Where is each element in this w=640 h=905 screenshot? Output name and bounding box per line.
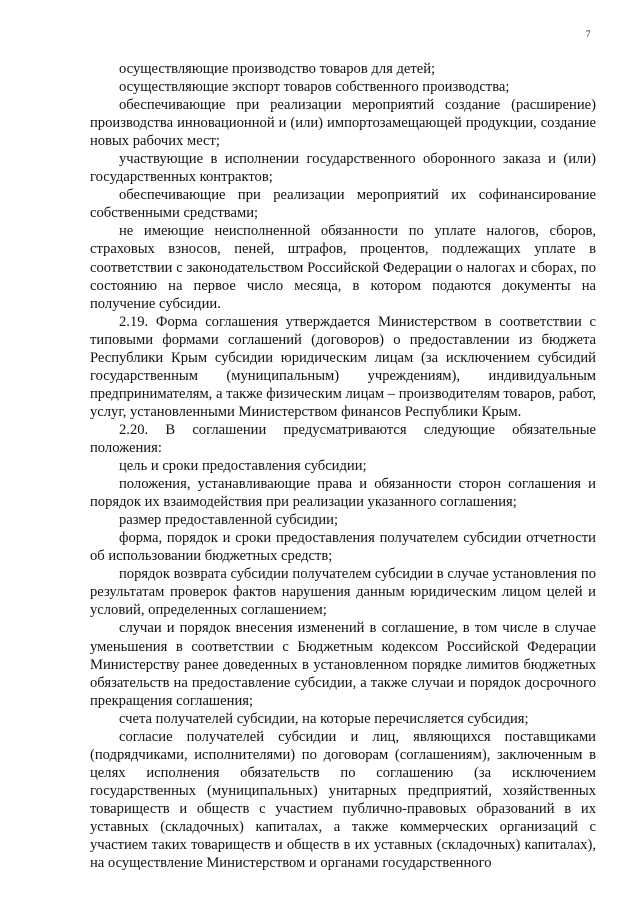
- paragraph-2-19: 2.19. Форма соглашения утверждается Министерством в соответствии с типовыми формами соглашений (договоров) о предоставлении из бюджета Республики Крым субсидии юридическим лицам (за исключением субсидий государственным (муниципальным) учреждениям), индивидуальным предпринимателям, а также физическим лицам – производителям товаров, работ, услуг, установленными Министерством финансов Республики Крым.: [90, 313, 597, 420]
- paragraph-children-goods: осуществляющие производство товаров для детей;: [119, 61, 436, 77]
- paragraph-cofinancing: обеспечивающие при реализации мероприятий их софинансирование собственными средствами;: [90, 187, 596, 222]
- paragraph-consent: согласие получателей субсидии и лиц, являющихся поставщиками (подрядчиками, исполнителями) по договорам (соглашениям), заключенным в целях исполнения обязательств по соглашению (за исключением государственных (муниципальных) унитарных предприятий, хозяйственных товариществ и обществ с участием публично-правовых образований в их уставных (складочных) капиталах, а также коммерческих организаций с участием таких товариществ и обществ в их уставных (складочных) капиталах), на осуществление Министерством и органами государственного: [90, 728, 596, 872]
- paragraph-goal-terms: цель и сроки предоставления субсидии;: [119, 458, 367, 475]
- paragraph-export: осуществляющие экспорт товаров собственного производства;: [119, 79, 510, 96]
- paragraph-amount: размер предоставленной субсидии;: [119, 512, 339, 529]
- paragraph-refund: порядок возврата субсидии получателем субсидии в случае установления по результатам проверок фактов нарушения данным юридическим лицом целей и условий, определенных соглашением;: [90, 566, 596, 619]
- paragraph-2-20: 2.20. В соглашении предусматриваются следующие обязательные положения:: [90, 421, 596, 456]
- document-body: [90, 60, 596, 872]
- paragraph-defense-order: участвующие в исполнении государственного оборонного заказа и (или) государственных контрактов;: [90, 151, 596, 186]
- paragraph-amendments: случаи и порядок внесения изменений в соглашение, в том числе в случае уменьшения в соответствии с Бюджетным кодексом Российской Федерации Министерству ранее доведенных в установленном порядке лимитов бюджетных обязательств на предоставление субсидии, а также случаи и порядок досрочного прекращения соглашения;: [90, 620, 596, 709]
- paragraph-reporting: форма, порядок и сроки предоставления получателем субсидии отчетности об использовании бюджетных средств;: [90, 530, 596, 565]
- page-number: 7: [586, 29, 591, 39]
- paragraph-rights-duties: положения, устанавливающие права и обязанности сторон соглашения и порядок их взаимодействия при реализации указанного соглашения;: [90, 476, 596, 511]
- paragraph-no-tax-debt: не имеющие неисполненной обязанности по уплате налогов, сборов, страховых взносов, пеней, штрафов, процентов, подлежащих уплате в соответствии с законодательством Российской Федерации о налогах и сборах, по состоянию на первое число месяца, в котором подаются документы на получение субсидии.: [90, 223, 596, 312]
- paragraph-innovation: обеспечивающие при реализации мероприятий создание (расширение) производства инновационной и (или) импортозамещающей продукции, создание новых рабочих мест;: [90, 97, 596, 150]
- paragraph-accounts: счета получателей субсидии, на которые перечисляется субсидия;: [119, 710, 529, 727]
